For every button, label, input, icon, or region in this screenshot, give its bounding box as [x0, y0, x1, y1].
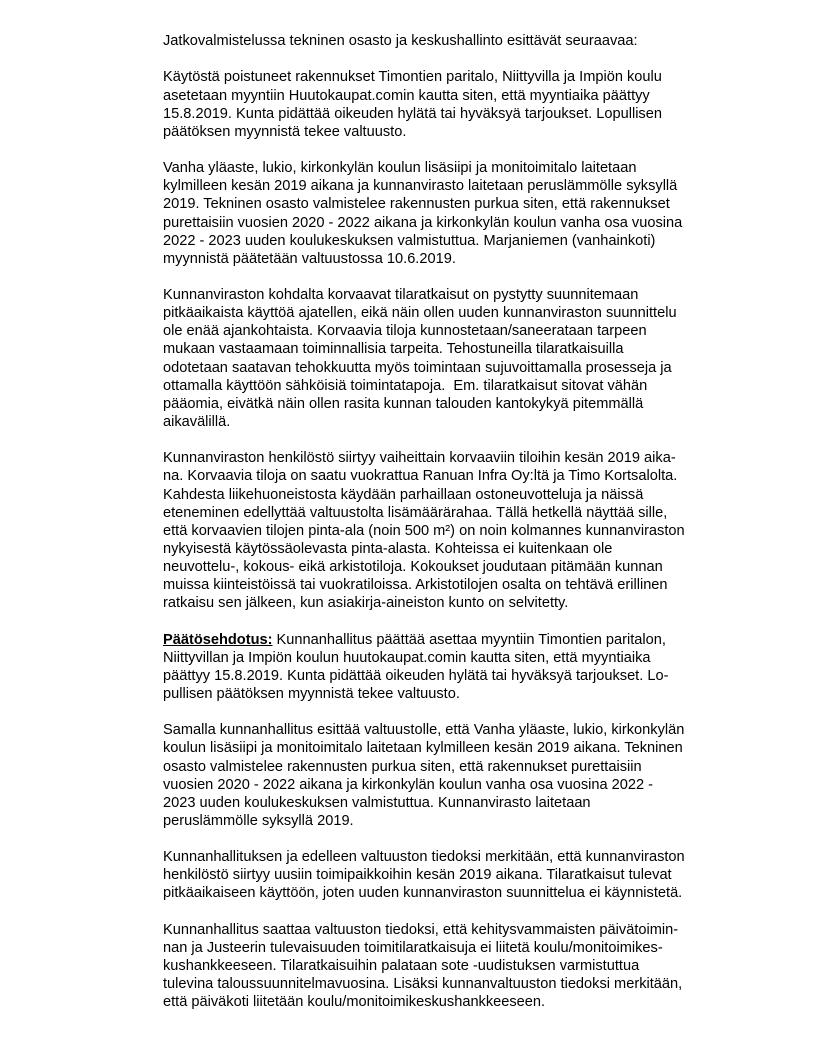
text-line: Niittyvillan ja Impiön koulun huutokaupat.comin kautta siten, että myyntiaika: [163, 649, 651, 666]
text-line: 2019. Tekninen osasto valmistelee rakennusten purkua siten, että rakennukset: [163, 196, 670, 213]
paragraph-staff-relocation: [163, 449, 738, 612]
text-line: pitkäaikaista käyttöä ajatellen, eikä näin ollen uuden kunnanviraston suunnittelu: [163, 305, 677, 322]
text-line: neuvottelu-, kokous- eikä arkistotiloja. Kokoukset joudutaan pitämään kunnan: [163, 558, 663, 575]
text-line: 2023 uuden koulukeskuksen valmistuttua. Kunnanvirasto laitetaan: [163, 794, 591, 811]
text-line: nykyisestä käytössäolevasta pinta-alasta. Kohteissa ei kuitenkaan ole: [163, 540, 613, 557]
text-line: pääomia, eivätkä näin ollen rasita kunnan talouden kantokykyä pitemmällä: [163, 395, 644, 412]
text-line: Samalla kunnanhallitus esittää valtuustolle, että Vanha yläaste, lukio, kirkonkylän: [163, 722, 685, 739]
text-line: kylmilleen kesän 2019 aikana ja kunnanvirasto laitetaan peruslämmölle syksyllä: [163, 178, 678, 195]
text-line: että korvaavien tilojen pinta-ala (noin 500 m²) on noin kolmannes kunnanviraston: [163, 522, 685, 539]
text-line: purettaisiin vuosien 2020 - 2022 aikana ja kirkonkylän koulun vanha osa vuosina: [163, 214, 683, 231]
intro-paragraph: [163, 32, 738, 50]
text-line: Jatkovalmistelussa tekninen osasto ja keskushallinto esittävät seuraavaa:: [163, 33, 638, 49]
text-line: henkilöstö siirtyy uusiin toimipaikkoihin kesän 2019 aikana. Tilaratkaisut tulevat: [163, 867, 672, 884]
text-line: Kunnanviraston henkilöstö siirtyy vaiheittain korvaaviin tiloihin kesän 2019 aika-: [163, 450, 676, 467]
text-line: kushankkeeseen. Tilaratkaisuihin palataan sote -uudistuksen varmistuttua: [163, 958, 640, 975]
text-line: muissa kiinteistöissä tai vuokratiloissa. Arkistotilojen osalta on tehtävä erillinen: [163, 577, 668, 593]
text-line: Vanha yläaste, lukio, kirkonkylän koulun lisäsiipi ja monitoimitalo laitetaan: [163, 160, 637, 177]
text-line: asetetaan myyntiin Huutokaupat.comin kautta siten, että myyntiaika päättyy: [163, 87, 650, 104]
text-line: peruslämmölle syksyllä 2019.: [163, 812, 354, 829]
paragraph-buildings-cold-storage: [163, 159, 738, 268]
text-line: Kahdesta liikehuoneistosta käydään parhaillaan ostoneuvotteluja ja näissä: [163, 486, 644, 503]
text-line: koulun lisäsiipi ja monitoimitalo laitetaan kylmilleen kesän 2019 aikana. Tekninen: [163, 740, 683, 757]
proposal-label: Päätösehdotus:: [163, 631, 273, 648]
paragraph-notice-daycare: [163, 921, 738, 1011]
proposal-first-line: Kunnanhallitus päättää asettaa myyntiin Timontien paritalon,: [272, 631, 666, 648]
text-line: aikavälillä.: [163, 413, 231, 430]
text-line: osasto valmistelee rakennusten purkua siten, että rakennukset purettaisiin: [163, 758, 642, 775]
text-line: että päiväkoti liitetään koulu/monitoimikeskushankkeeseen.: [163, 994, 546, 1011]
text-line: pullisen päätöksen myynnistä tekee valtuusto.: [163, 685, 460, 702]
text-line: vuosien 2020 - 2022 aikana ja kirkonkylän koulun vanha osa vuosina 2022 -: [163, 776, 654, 793]
text-line: Kunnanviraston kohdalta korvaavat tilaratkaisut on pystytty suunnitemaan: [163, 287, 639, 304]
text-line: ottamalla käyttöön sähköisiä toimintatapoja. Em. tilaratkaisut sitovat vähän: [163, 377, 648, 394]
paragraph-notice-staff: [163, 848, 738, 902]
text-line: mukaan vastaamaan toiminnallisia tarpeita. Tehostuneilla tilaratkaisuilla: [163, 341, 624, 358]
text-line: na. Korvaavia tiloja on saatu vuokrattua Ranuan Infra Oy:ltä ja Timo Kortsalolta.: [163, 468, 678, 485]
text-line: päättyy 15.8.2019. Kunta pidättää oikeuden hylätä tai hyväksyä tarjoukset. Lo-: [163, 667, 669, 684]
document-page: [163, 32, 738, 1011]
paragraph-sale-of-buildings: [163, 68, 738, 140]
text-line: 15.8.2019. Kunta pidättää oikeuden hylätä tai hyväksyä tarjoukset. Lopullisen: [163, 105, 662, 122]
text-line: ratkaisu sen jälkeen, kun asiakirja-aineiston kunto on selvitetty.: [163, 595, 569, 612]
text-line: [163, 631, 738, 649]
text-line: tulevina taloussuunnitelmavuosina. Lisäksi kunnanvaltuuston tiedoksi merkitään,: [163, 976, 683, 993]
text-line: myynnistä päätetään valtuustossa 10.6.2019.: [163, 250, 456, 267]
text-line: nan ja Justeerin tulevaisuuden toimitilaratkaisuja ei liitetä koulu/monitoimikes-: [163, 940, 663, 957]
text-line: 2022 - 2023 uuden koulukeskuksen valmistuttua. Marjaniemen (vanhainkoti): [163, 232, 656, 249]
text-line: pitkäaikaiseen käyttöön, joten uuden kunnanviraston suunnittelua ei käynnistetä.: [163, 885, 683, 902]
paragraph-council-proposal: [163, 721, 738, 830]
text-line: Kunnanhallitus saattaa valtuuston tiedoksi, että kehitysvammaisten päivätoimin-: [163, 921, 679, 938]
text-line: eteneminen edellyttää valtuustolta lisämäärärahaa. Tällä hetkellä näyttää sille,: [163, 504, 668, 521]
text-line: päätöksen myynnistä tekee valtuusto.: [163, 123, 407, 140]
paragraph-office-space-solutions: [163, 286, 738, 431]
text-line: ole enää ajankohtaista. Korvaavia tiloja kunnostetaan/saneerataan tarpeen: [163, 323, 647, 340]
paragraph-decision-proposal: [163, 631, 738, 703]
text-line: odotetaan saatavan tehokkuutta myös toimintaan sujuvoittamalla prosesseja ja: [163, 359, 672, 376]
text-line: Käytöstä poistuneet rakennukset Timontien paritalo, Niittyvilla ja Impiön koulu: [163, 69, 662, 86]
text-line: Kunnanhallituksen ja edelleen valtuuston tiedoksi merkitään, että kunnanviraston: [163, 849, 685, 866]
